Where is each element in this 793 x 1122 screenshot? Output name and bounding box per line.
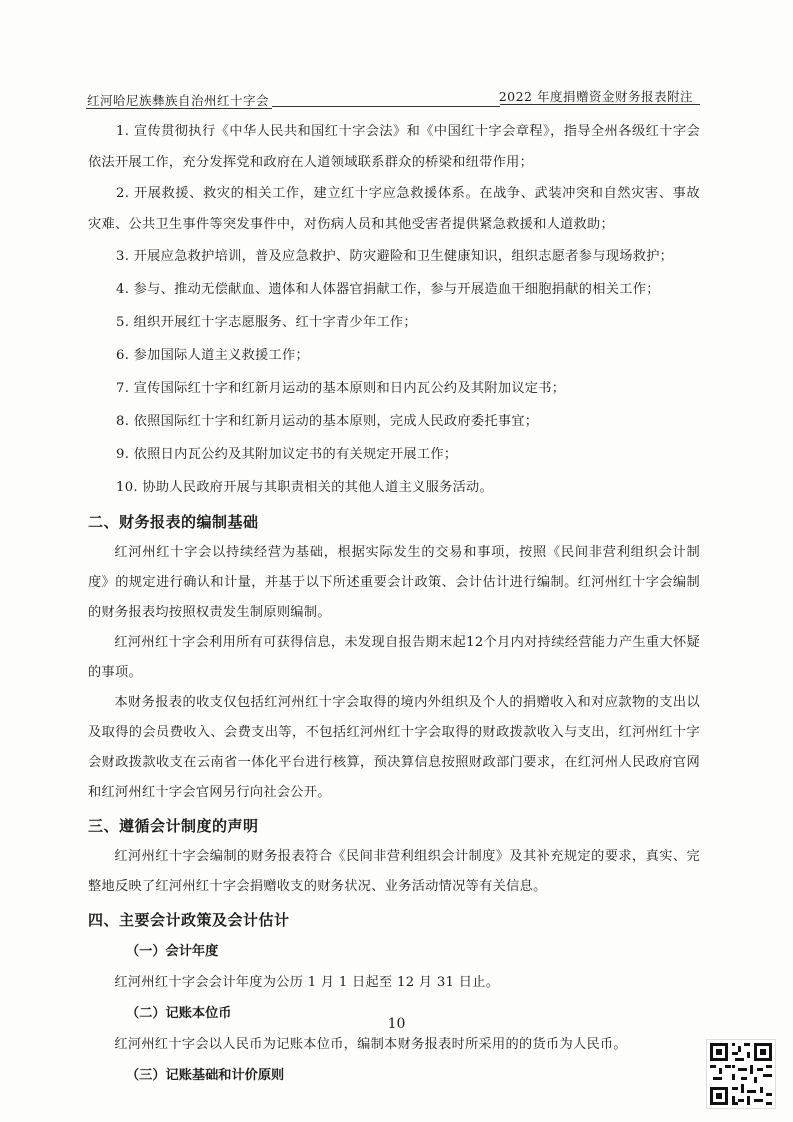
list-item: 9. 依照日内瓦公约及其附加议定书的有关规定开展工作； — [116, 447, 458, 462]
list-item: 1. 宣传贯彻执行《中华人民共和国红十字会法》和《中国红十字会章程》，指导全州各级红十字会依法开展工作，充分发挥党和政府在人道领域联系群众的桥梁和纽带作用； — [88, 124, 700, 170]
header-rule — [500, 104, 700, 105]
paragraph: 红河州红十字会以人民币为记账本位币，编制本财务报表时所采用的的货币为人民币。 — [114, 1037, 627, 1052]
list-item: 5. 组织开展红十字志愿服务、红十字青少年工作； — [116, 315, 417, 330]
subsection-heading: （二）记账本位币 — [126, 1006, 232, 1021]
paragraph: 本财务报表的收支仅包括红河州红十字会取得的境内外组织及个人的捐赠收入和对应款物的支出以及取得的会员费收入、会费支出等，不包括红河州红十字会取得的财政拨款收入与支出，红河州红十字会财政拨款收支在云南省一体化平台进行核算，预决算信息按照财政部门要求，在红河州人民政府官网和红河州红十字会官网另行向社会公开。 — [88, 695, 700, 800]
paragraph: 红河州红十字会以持续经营为基础，根据实际发生的交易和事项，按照《民间非营利组织会计制度》的规定进行确认和计量，并基于以下所述重要会计政策、会计估计进行编制。红河州红十字会编制的财务报表均按照权责发生制原则编制。 — [88, 545, 700, 620]
header-rule — [272, 106, 500, 107]
header-organization: 红河哈尼族彝族自治州红十字会 — [87, 93, 270, 108]
paragraph: 红河州红十字会编制的财务报表符合《民间非营利组织会计制度》及其补充规定的要求，真实、完整地反映了红河州红十字会捐赠收支的财务状况、业务活动情况等有关信息。 — [88, 849, 700, 894]
list-item: 10. 协助人民政府开展与其职责相关的其他人道主义服务活动。 — [116, 480, 494, 495]
list-item: 8. 依照国际红十字和红新月运动的基本原则，完成人民政府委托事宜； — [116, 414, 539, 429]
page-number: 10 — [387, 1016, 406, 1032]
header-report-title: 2022 年度捐赠资金财务报表附注 — [498, 89, 693, 104]
document-body — [88, 116, 700, 1092]
section-heading: 四、主要会计政策及会计估计 — [88, 911, 290, 929]
list-item: 3. 开展应急救护培训，普及应急救护、防灾避险和卫生健康知识，组织志愿者参与现场救护； — [116, 249, 674, 264]
header-rule — [86, 108, 272, 109]
paragraph: 红河州红十字会会计年度为公历 1 月 1 日起至 12 月 31 日止。 — [114, 975, 500, 990]
section-heading: 三、遵循会计制度的声明 — [88, 817, 259, 835]
qr-code-icon — [706, 1039, 776, 1109]
list-item: 4. 参与、推动无偿献血、遗体和人体器官捐献工作，参与开展造血干细胞捐献的相关工作； — [116, 282, 660, 297]
list-item: 7. 宣传国际红十字和红新月运动的基本原则和日内瓦公约及其附加议定书； — [116, 381, 566, 396]
list-item: 2. 开展救援、救灾的相关工作，建立红十字应急救援体系。在战争、武装冲突和自然灾害、事故灾难、公共卫生事件等突发事件中，对伤病人员和其他受害者提供紧急救援和人道救助； — [88, 186, 700, 232]
list-item: 6. 参加国际人道主义救援工作； — [116, 348, 310, 363]
section-heading: 二、财务报表的编制基础 — [88, 513, 259, 531]
paragraph: 红河州红十字会利用所有可获得信息，未发现自报告期末起12个月内对持续经营能力产生重大怀疑的事项。 — [88, 635, 700, 680]
subsection-heading: （三）记账基础和计价原则 — [126, 1068, 285, 1083]
subsection-heading: （一）会计年度 — [126, 944, 219, 959]
